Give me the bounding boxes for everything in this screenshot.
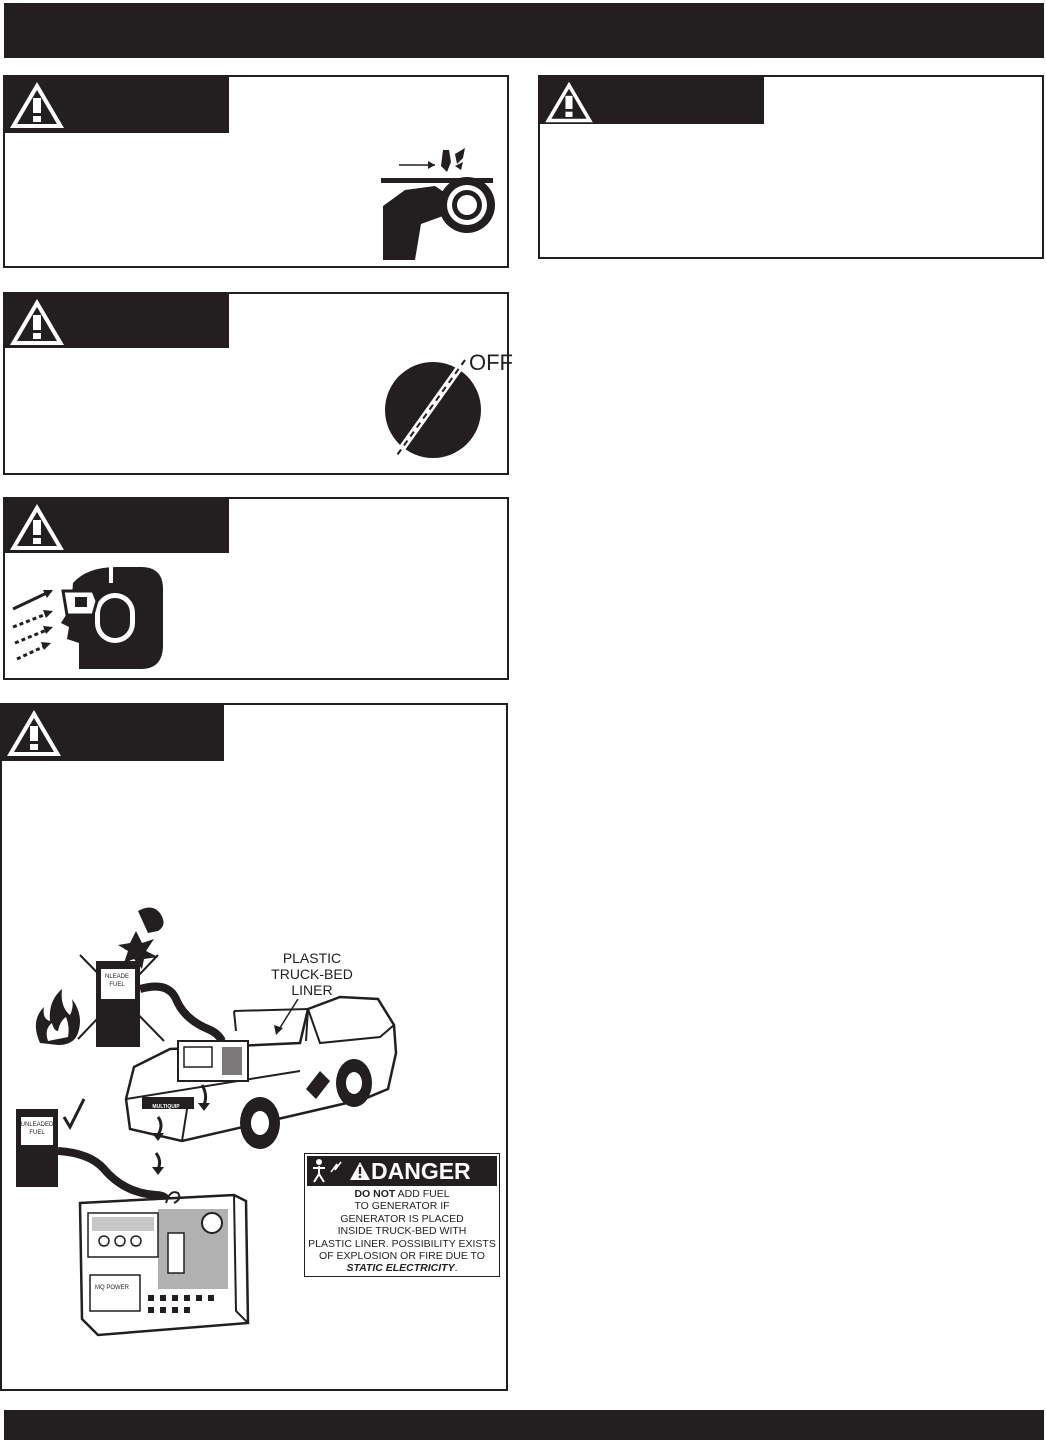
danger-line-text: . [454,1262,458,1275]
liner-label-line: PLASTIC [282,950,342,966]
warning-tag [2,705,224,761]
warning-tag [5,294,229,348]
electric-shock-person-icon [311,1158,347,1184]
danger-body [305,1188,499,1275]
liner-label [262,950,362,998]
warning-box-right [538,75,1044,259]
pump-label-line: NLEADE [104,974,129,980]
warning-tag [5,77,229,133]
pump-label-line: FUEL [109,982,125,988]
top-header-bar [4,3,1044,58]
liner-label-line: TRUCK-BED [271,966,353,982]
checkmark-icon [64,1099,84,1127]
warning-tag [5,499,229,553]
warning-box-refueling [0,703,508,1391]
warning-box-rotating-parts [3,75,509,268]
bottom-footer-bar [4,1410,1044,1440]
ignition-switch-icon [381,358,481,460]
explosion-icon [138,907,164,933]
warning-triangle-icon [8,297,66,347]
danger-line: PLASTIC LINER. POSSIBILITY EXISTS [308,1237,496,1250]
warning-triangle-icon [543,80,595,124]
warning-triangle-icon [8,502,66,552]
pump-label-bottom [19,1121,55,1137]
danger-header-text: DANGER [371,1158,471,1184]
warning-box-protective-gear [3,497,509,680]
danger-emphasis: STATIC ELECTRICITY [346,1262,455,1275]
danger-line: OF EXPLOSION OR FIRE DUE TO [319,1250,485,1263]
warning-tag [540,77,764,124]
generator-brand-label: MQ POWER [95,1285,129,1291]
danger-line: GENERATOR IS PLACED [340,1212,464,1225]
danger-line: INSIDE TRUCK-BED WITH [337,1225,467,1238]
warning-triangle-icon [8,80,66,130]
danger-line: TO GENERATOR IF [354,1200,450,1213]
safety-glasses-and-ear-protection-icon [9,565,165,673]
danger-line [305,1262,499,1274]
hand-caught-in-pulley-icon [377,142,503,262]
warning-triangle-icon [5,708,63,758]
pump-label-line: FUEL [29,1130,45,1136]
danger-line-text: ADD FUEL [395,1188,450,1200]
truck-brand-label: MULTIQUIP [152,1104,180,1110]
danger-line [305,1188,499,1200]
pump-label-line: UNLEADED [20,1122,54,1128]
danger-decal [304,1153,500,1277]
danger-triangle-icon [349,1161,371,1181]
switch-off-label: OFF [469,350,513,375]
pump-label-top [99,973,135,989]
danger-decal-header [307,1156,497,1186]
liner-label-line: LINER [291,982,333,998]
warning-box-engine-off [3,292,513,475]
danger-emphasis: DO NOT [354,1188,396,1200]
